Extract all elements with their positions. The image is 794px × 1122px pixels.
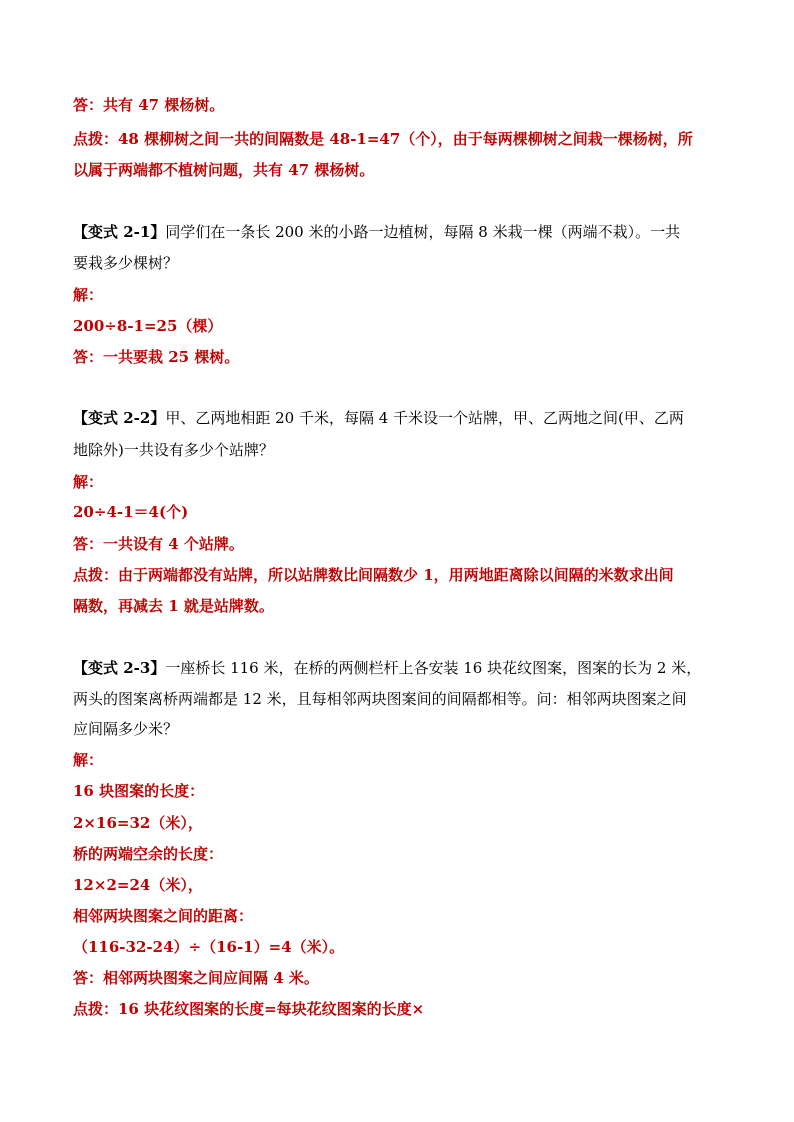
question-text: 要栽多少棵树？	[73, 254, 179, 272]
solution-label: 解：	[73, 751, 104, 769]
variant-label: 【变式 2-1】	[73, 223, 166, 241]
question-text: 甲、乙两地相距 20 千米，每隔 4 千米设一个站牌，甲、乙两地之间(甲、乙两	[165, 409, 684, 427]
variant-label: 【变式 2-2】	[73, 409, 166, 427]
variant-question-line	[73, 408, 723, 428]
hint-line: 点拨：48 棵柳树之间一共的间隔数是 48-1=47（个），由于每两棵柳树之间栽一棵杨树，所	[73, 130, 693, 148]
solution-step: 桥的两端空余的长度：	[73, 845, 224, 863]
calculation-line: （116-32-24）÷（16-1）=4（米）。	[73, 938, 345, 956]
variant-question-line	[73, 658, 723, 678]
solution-step: 相邻两块图案之间的距离：	[73, 907, 254, 925]
hint-line: 点拨：由于两端都没有站牌，所以站牌数比间隔数少 1，用两地距离除以间隔的米数求出间	[73, 566, 674, 584]
hint-line: 以属于两端都不植树问题，共有 47 棵杨树。	[73, 161, 375, 179]
hint-line: 隔数，再减去 1 就是站牌数。	[73, 597, 274, 615]
variant-question-line	[73, 222, 723, 242]
question-text: 一座桥长 116 米，在桥的两侧栏杆上各安装 16 块花纹图案，图案的长为 2 米，	[165, 659, 702, 677]
hint-line: 点拨：16 块花纹图案的长度=每块花纹图案的长度×	[73, 1000, 425, 1018]
question-text: 应间隔多少米？	[73, 720, 179, 738]
calculation-line: 2×16=32（米），	[73, 814, 203, 832]
calculation-line: 200÷8-1=25（棵）	[73, 317, 223, 335]
answer-line: 答：共有 47 棵杨树。	[73, 96, 225, 114]
solution-label: 解：	[73, 286, 104, 304]
answer-line: 答：一共要栽 25 棵树。	[73, 348, 240, 366]
calculation-line: 20÷4-1＝4(个)	[73, 503, 189, 521]
answer-line: 答：一共设有 4 个站牌。	[73, 535, 244, 553]
solution-label: 解：	[73, 473, 104, 491]
question-text: 地除外)一共设有多少个站牌？	[73, 441, 274, 459]
question-text: 同学们在一条长 200 米的小路一边植树，每隔 8 米栽一棵（两端不栽）。一共	[165, 223, 681, 241]
variant-label: 【变式 2-3】	[73, 659, 166, 677]
solution-step: 16 块图案的长度：	[73, 782, 205, 800]
question-text: 两头的图案离桥两端都是 12 米，且每相邻两块图案间的间隔都相等。问：相邻两块图案之间	[73, 690, 687, 708]
answer-line: 答：相邻两块图案之间应间隔 4 米。	[73, 969, 319, 987]
calculation-line: 12×2=24（米），	[73, 876, 203, 894]
